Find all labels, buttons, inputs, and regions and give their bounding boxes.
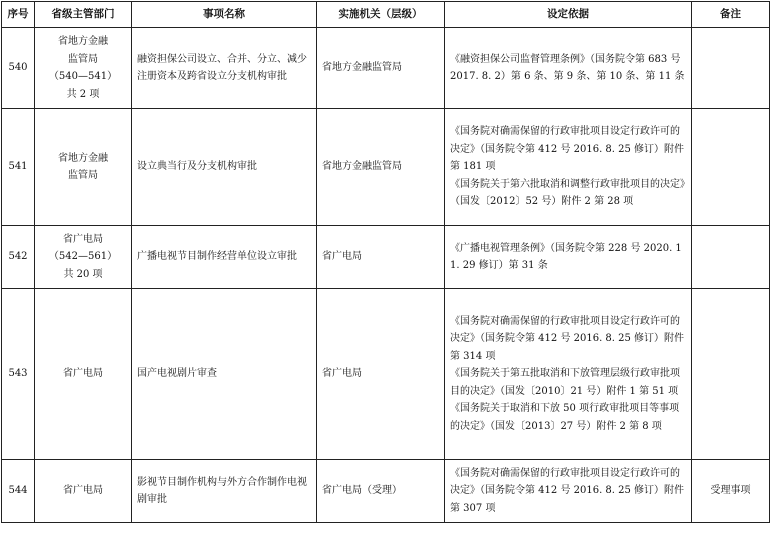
dept-line: 共 20 项	[63, 268, 103, 280]
row-note: 受理事项	[692, 460, 770, 523]
row-seq: 540	[2, 28, 35, 109]
row-note	[692, 289, 770, 460]
row-dept	[35, 289, 132, 460]
basis-paragraph: 《国务院对确需保留的行政审批项目设定行政许可的决定》（国务院令第 412 号 2016. 8. 25 修订）附件第 314 项	[450, 315, 685, 362]
row-item: 设立典当行及分支机构审批	[132, 109, 317, 226]
row-item: 融资担保公司设立、合并、分立、减少注册资本及跨省设立分支机构审批	[132, 28, 317, 109]
row-seq: 543	[2, 289, 35, 460]
row-dept	[35, 460, 132, 523]
row-seq: 544	[2, 460, 35, 523]
row-seq: 541	[2, 109, 35, 226]
header-note: 备注	[692, 2, 770, 28]
row-basis	[445, 460, 692, 523]
row-item: 影视节目制作机构与外方合作制作电视剧审批	[132, 460, 317, 523]
approval-items-table	[1, 1, 770, 523]
row-basis	[445, 289, 692, 460]
dept-line: 监管局	[68, 53, 98, 65]
basis-paragraph: 《广播电视管理条例》（国务院令第 228 号 2020. 11. 29 修订）第 31 条	[450, 242, 682, 271]
dept-line: （542—561）	[48, 251, 118, 263]
basis-paragraph: 《国务院关于取消和下放 50 项行政审批项目等事项的决定》（国发〔2013〕27 号）附件 2 第 8 项	[450, 403, 680, 432]
row-seq: 542	[2, 226, 35, 289]
header-dept: 省级主管部门	[35, 2, 132, 28]
dept-line: 监管局	[68, 170, 98, 181]
table-row	[2, 109, 770, 226]
row-basis	[445, 109, 692, 226]
header-agency: 实施机关（层级）	[317, 2, 445, 28]
dept-line: 省广电局	[63, 233, 103, 245]
row-agency: 省广电局	[317, 226, 445, 289]
basis-paragraph: 《融资担保公司监督管理条例》（国务院令第 683 号 2017. 8. 2）第 6 条、第 9 条、第 10 条、第 11 条	[450, 53, 691, 82]
basis-paragraph: 《国务院对确需保留的行政审批项目设定行政许可的决定》（国务院令第 412 号 2016. 8. 25 修订）附件第 307 项	[450, 467, 685, 514]
dept-line: 省广电局	[63, 485, 103, 497]
row-agency: 省广电局（受理）	[317, 460, 445, 523]
row-note	[692, 109, 770, 226]
table-row	[2, 289, 770, 460]
table-header-row	[2, 2, 770, 28]
dept-line: 省广电局	[63, 368, 103, 380]
row-agency: 省广电局	[317, 289, 445, 460]
table-row	[2, 460, 770, 523]
dept-line: 省地方金融	[58, 36, 108, 47]
header-basis: 设定依据	[445, 2, 692, 28]
row-basis	[445, 28, 692, 109]
basis-paragraph: 《国务院关于第六批取消和调整行政审批项目的决定》（国发〔2012〕52 号）附件 2 第 28 项	[450, 178, 685, 208]
basis-paragraph: 《国务院对确需保留的行政审批项目设定行政许可的决定》（国务院令第 412 号 2016. 8. 25 修订）附件第 181 项	[450, 126, 685, 173]
row-basis	[445, 226, 692, 289]
table-row	[2, 28, 770, 109]
dept-line: 省地方金融	[58, 152, 108, 164]
header-seq: 序号	[2, 2, 35, 28]
dept-line: （540—541）	[48, 71, 118, 82]
row-item: 国产电视剧片审查	[132, 289, 317, 460]
table-row	[2, 226, 770, 289]
row-dept	[35, 28, 132, 109]
row-agency: 省地方金融监管局	[317, 109, 445, 226]
row-dept	[35, 226, 132, 289]
row-item: 广播电视节目制作经营单位设立审批	[132, 226, 317, 289]
dept-line: 共 2 项	[66, 88, 100, 100]
row-dept	[35, 109, 132, 226]
header-item: 事项名称	[132, 2, 317, 28]
row-note	[692, 28, 770, 109]
row-agency: 省地方金融监管局	[317, 28, 445, 109]
row-note	[692, 226, 770, 289]
basis-paragraph: 《国务院关于第五批取消和下放管理层级行政审批项目的决定》（国发〔2010〕21 号）附件 1 第 51 项	[450, 368, 680, 397]
